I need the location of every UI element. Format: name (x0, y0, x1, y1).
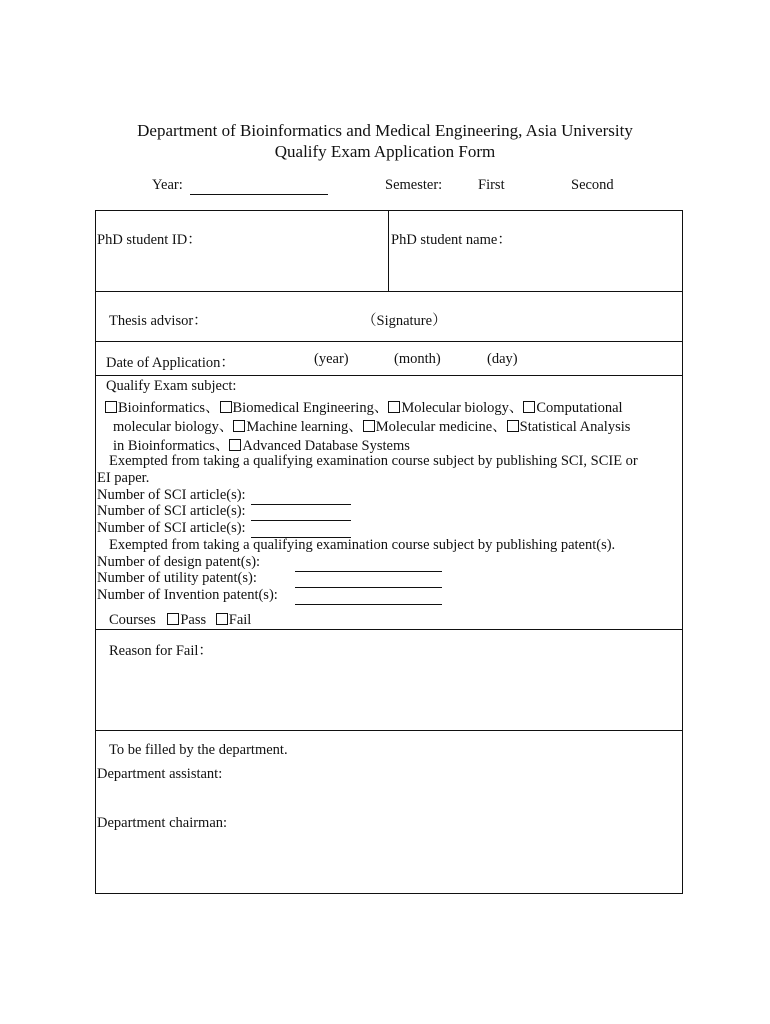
date-year-label: (year) (314, 351, 349, 367)
row-divider (95, 375, 683, 376)
row-divider (95, 629, 683, 630)
subject-option-statistical-analysis-cont[interactable]: in Bioinformatics (113, 438, 215, 454)
date-day-label: (day) (487, 351, 518, 367)
date-month-label: (month) (394, 351, 441, 367)
subject-option-bioinformatics[interactable]: Bioinformatics (105, 400, 205, 416)
checkbox-icon[interactable] (229, 439, 241, 451)
semester-second-option[interactable]: Second (571, 177, 614, 193)
utility-patent-label: Number of utility patent(s): (97, 570, 257, 586)
subject-option-molecular-biology[interactable]: Molecular biology (388, 400, 509, 416)
subject-line: in Bioinformatics、 Advanced Database Systems (113, 438, 410, 454)
semester-label: Semester: (385, 177, 443, 193)
checkbox-icon[interactable] (363, 420, 375, 432)
signature-label: （Signature） (362, 313, 447, 329)
invention-patent-blank[interactable] (295, 587, 442, 605)
subject-line: molecular biology、 Machine learning、 Molecular medicine、 Statistical Analysis (113, 419, 631, 435)
pass-option[interactable]: Pass (167, 612, 206, 628)
courses-result-row (109, 612, 251, 629)
form-title-line2: Qualify Exam Application Form (274, 142, 496, 161)
row-divider (95, 341, 683, 342)
department-assistant-label: Department assistant: (97, 766, 223, 782)
exemption-papers-text-cont: EI paper. (97, 470, 150, 486)
thesis-advisor-label: Thesis advisor： (109, 313, 208, 329)
checkbox-icon[interactable] (233, 420, 245, 432)
form-title-line1: Department of Bioinformatics and Medical Engineering, Asia University (137, 121, 633, 140)
student-id-label: PhD student ID： (97, 232, 202, 248)
student-name-label: PhD student name： (391, 232, 512, 248)
semester-first-option[interactable]: First (478, 177, 505, 193)
checkbox-icon[interactable] (507, 420, 519, 432)
checkbox-icon[interactable] (216, 613, 228, 625)
fail-option[interactable]: Fail (216, 612, 252, 628)
sci-article-row: Number of SCI article(s): (97, 503, 351, 521)
department-chairman-label: Department chairman: (97, 815, 228, 831)
checkbox-icon[interactable] (105, 401, 117, 413)
checkbox-icon[interactable] (388, 401, 400, 413)
subject-line: Bioinformatics、 Biomedical Engineering、 Molecular biology、 Computational (105, 396, 623, 417)
row-divider (95, 730, 683, 731)
subject-option-biomedical-engineering[interactable]: Biomedical Engineering (220, 400, 374, 416)
year-field (152, 177, 328, 195)
sci-article-row: Number of SCI article(s): (97, 520, 351, 538)
checkbox-icon[interactable] (220, 401, 232, 413)
subject-option-computational-molecular-biology-cont[interactable]: molecular biology (113, 419, 219, 435)
application-date-label: Date of Application： (106, 355, 235, 371)
student-divider (388, 211, 389, 292)
year-label: Year: (152, 177, 183, 193)
design-patent-label: Number of design patent(s): (97, 554, 261, 570)
sci-article-blank[interactable] (251, 503, 351, 521)
checkbox-icon[interactable] (167, 613, 179, 625)
year-blank[interactable] (190, 177, 328, 195)
exemption-papers-text: Exempted from taking a qualifying examination course subject by publishing SCI, SCIE or (109, 453, 638, 469)
courses-label: Courses (109, 612, 156, 628)
sci-article-row: Number of SCI article(s): (97, 487, 351, 505)
sci-article-blank[interactable] (251, 520, 351, 538)
utility-patent-blank[interactable] (295, 570, 442, 588)
subject-option-computational-molecular-biology[interactable]: Computational (536, 400, 623, 416)
subject-option-machine-learning[interactable]: Machine learning (233, 419, 348, 435)
invention-patent-label: Number of Invention patent(s): (97, 587, 278, 603)
subject-option-statistical-analysis[interactable]: Statistical Analysis (519, 419, 631, 435)
row-divider (95, 291, 683, 292)
subject-option-molecular-medicine[interactable]: Molecular medicine (363, 419, 492, 435)
exemption-patents-text: Exempted from taking a qualifying examination course subject by publishing patent(s). (109, 537, 616, 553)
exam-subject-heading: Qualify Exam subject: (106, 378, 237, 394)
department-note: To be filled by the department. (109, 742, 288, 758)
reason-for-fail-label: Reason for Fail： (109, 643, 213, 659)
subject-option-advanced-database-systems[interactable]: Advanced Database Systems (229, 438, 410, 454)
checkbox-icon[interactable] (523, 401, 535, 413)
